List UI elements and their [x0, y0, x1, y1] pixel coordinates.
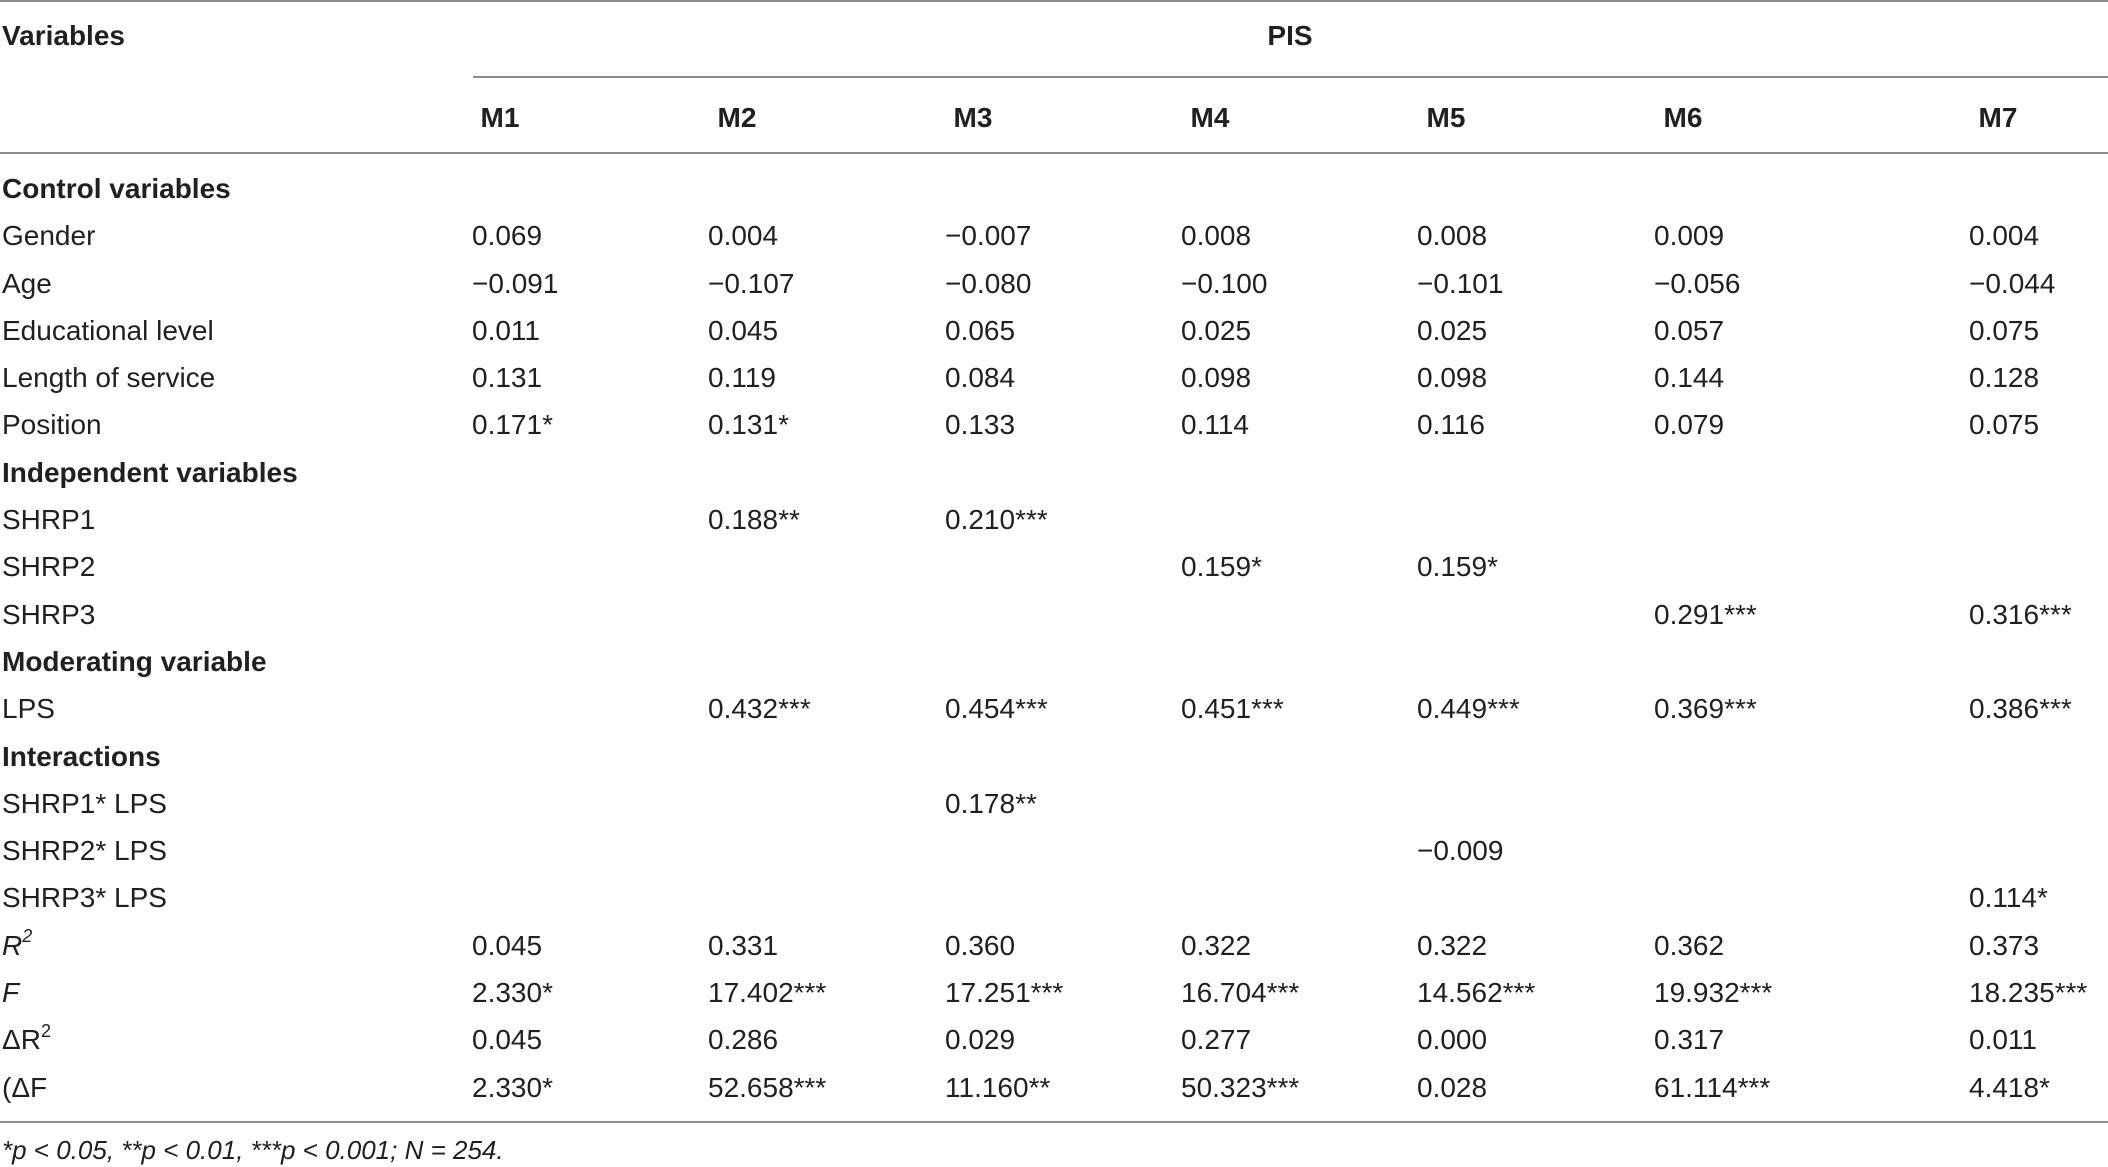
- model-header-m5: M5: [1426, 102, 1466, 133]
- table-top-rule: [0, 0, 2108, 2]
- table-cell-m3: 17.251***: [945, 977, 1064, 1009]
- section-label: Moderating variable: [2, 645, 267, 677]
- row-label: Length of service: [2, 362, 216, 394]
- table-cell-m2: 17.402***: [708, 977, 827, 1009]
- stat-label-main: ΔR: [2, 1024, 41, 1056]
- table-row: [0, 543, 2108, 590]
- table-cell-m2: 0.331: [708, 929, 779, 961]
- model-header-m4: M4: [1190, 102, 1230, 133]
- row-label: SHRP3: [2, 598, 96, 630]
- table-row: [0, 969, 2108, 1016]
- table-row: [0, 874, 2108, 921]
- section-header-row: [0, 638, 2108, 685]
- table-cell-m2: 0.004: [708, 220, 779, 252]
- variables-column-header: Variables: [2, 20, 125, 51]
- table-cell-m5: 14.562***: [1417, 977, 1536, 1009]
- table-cell-m2: −0.107: [708, 267, 795, 299]
- section-label: Interactions: [2, 740, 161, 772]
- table-row: [0, 260, 2108, 307]
- table-cell-m5: 0.028: [1417, 1071, 1488, 1103]
- row-label: SHRP3* LPS: [2, 882, 167, 914]
- table-cell-m6: 0.144: [1654, 362, 1725, 394]
- table-cell-m6: 0.057: [1654, 314, 1725, 346]
- table-cell-m7: 0.075: [1969, 314, 2040, 346]
- table-cell-m7: 4.418*: [1969, 1071, 2050, 1103]
- row-label: [2, 1022, 51, 1058]
- table-cell-m2: 0.188**: [708, 504, 800, 536]
- table-row: [0, 922, 2108, 969]
- table-cell-m5: 0.159*: [1417, 551, 1498, 583]
- table-cell-m4: 50.323***: [1181, 1071, 1300, 1103]
- table-row: [0, 685, 2108, 732]
- table-row: [0, 780, 2108, 827]
- table-row: [0, 307, 2108, 354]
- row-label: SHRP1* LPS: [2, 787, 167, 819]
- row-label: [2, 928, 32, 964]
- table-cell-m7: 0.004: [1969, 220, 2040, 252]
- table-cell-m7: 18.235***: [1969, 977, 2088, 1009]
- table-cell-m4: 0.025: [1181, 314, 1252, 346]
- table-row: [0, 1064, 2108, 1111]
- stat-label-main: R: [2, 929, 23, 961]
- model-header-m2: M2: [717, 102, 757, 133]
- table-cell-m2: 0.119: [708, 362, 776, 394]
- table-cell-m4: 0.322: [1181, 929, 1252, 961]
- section-header-row: [0, 449, 2108, 496]
- table-row: [0, 401, 2108, 448]
- table-cell-m5: −0.101: [1417, 267, 1504, 299]
- pis-group-header: PIS: [1267, 20, 1313, 51]
- table-cell-m5: 0.025: [1417, 314, 1488, 346]
- table-cell-m6: 0.291***: [1654, 598, 1757, 630]
- table-cell-m6: 0.079: [1654, 409, 1725, 441]
- model-header-m6: M6: [1663, 102, 1703, 133]
- table-cell-m4: −0.100: [1181, 267, 1268, 299]
- table-cell-m2: 52.658***: [708, 1071, 827, 1103]
- section-header-row: [0, 733, 2108, 780]
- row-label: [2, 975, 19, 1011]
- table-cell-m2: 0.432***: [708, 693, 811, 725]
- table-cell-m5: 0.000: [1417, 1024, 1488, 1056]
- row-label: Age: [2, 267, 52, 299]
- table-cell-m6: −0.056: [1654, 267, 1741, 299]
- table-cell-m3: 0.178**: [945, 787, 1037, 819]
- row-label: SHRP2: [2, 551, 96, 583]
- table-cell-m1: 0.171*: [472, 409, 553, 441]
- table-footnote: *p < 0.05, **p < 0.01, ***p < 0.001; N = 254.: [2, 1135, 504, 1165]
- table-row: [0, 827, 2108, 874]
- table-cell-m1: 0.045: [472, 1024, 543, 1056]
- model-header-m3: M3: [953, 102, 993, 133]
- table-cell-m5: 0.116: [1417, 409, 1485, 441]
- table-cell-m4: 0.277: [1181, 1024, 1252, 1056]
- row-label: LPS: [2, 693, 55, 725]
- row-label: [2, 1070, 47, 1106]
- table-cell-m3: 11.160**: [945, 1071, 1051, 1103]
- table-cell-m6: 0.369***: [1654, 693, 1757, 725]
- row-label: Gender: [2, 220, 96, 252]
- stat-label-superscript: 2: [22, 926, 33, 947]
- row-label: SHRP2* LPS: [2, 835, 167, 867]
- table-cell-m2: 0.286: [708, 1024, 779, 1056]
- table-cell-m3: 0.029: [945, 1024, 1016, 1056]
- table-cell-m7: −0.044: [1969, 267, 2056, 299]
- table-cell-m1: 2.330*: [472, 977, 553, 1009]
- table-cell-m6: 0.362: [1654, 929, 1725, 961]
- table-cell-m6: 0.009: [1654, 220, 1725, 252]
- row-label: SHRP1: [2, 504, 96, 536]
- table-cell-m3: 0.360: [945, 929, 1016, 961]
- table-body: [0, 165, 2108, 1111]
- table-cell-m1: 0.069: [472, 220, 543, 252]
- table-cell-m3: 0.065: [945, 314, 1016, 346]
- table-cell-m7: 0.373: [1969, 929, 2040, 961]
- table-cell-m4: 0.159*: [1181, 551, 1262, 583]
- section-header-row: [0, 165, 2108, 212]
- table-cell-m3: 0.133: [945, 409, 1016, 441]
- table-cell-m3: −0.007: [945, 220, 1032, 252]
- table-cell-m3: 0.210***: [945, 504, 1048, 536]
- table-cell-m1: 0.011: [472, 314, 540, 346]
- table-cell-m3: 0.454***: [945, 693, 1048, 725]
- table-cell-m4: 0.451***: [1181, 693, 1284, 725]
- table-cell-m5: 0.449***: [1417, 693, 1520, 725]
- table-cell-m7: 0.386***: [1969, 693, 2072, 725]
- stat-label-main: (ΔF: [2, 1071, 48, 1103]
- row-label: Position: [2, 409, 102, 441]
- table-row: [0, 212, 2108, 259]
- table-cell-m5: 0.098: [1417, 362, 1488, 394]
- header-bottom-rule: [0, 152, 2108, 154]
- table-cell-m7: 0.114*: [1969, 882, 2048, 914]
- table-bottom-rule: [0, 1121, 2108, 1123]
- table-cell-m1: 2.330*: [472, 1071, 553, 1103]
- table-cell-m5: 0.322: [1417, 929, 1488, 961]
- table-cell-m7: 0.011: [1969, 1024, 2037, 1056]
- table-cell-m1: 0.131: [472, 362, 543, 394]
- table-cell-m7: 0.128: [1969, 362, 2040, 394]
- pis-group-rule: [473, 76, 2108, 78]
- table-cell-m1: 0.045: [472, 929, 543, 961]
- table-cell-m2: 0.045: [708, 314, 779, 346]
- table-cell-m4: 0.114: [1181, 409, 1249, 441]
- table-cell-m3: 0.084: [945, 362, 1016, 394]
- table-cell-m7: 0.316***: [1969, 598, 2072, 630]
- table-row: [0, 1016, 2108, 1063]
- stat-label-main: F: [2, 977, 20, 1009]
- table-cell-m2: 0.131*: [708, 409, 789, 441]
- table-row: [0, 354, 2108, 401]
- table-cell-m4: 16.704***: [1181, 977, 1300, 1009]
- table-cell-m5: −0.009: [1417, 835, 1504, 867]
- model-header-m1: M1: [480, 102, 520, 133]
- table-cell-m4: 0.098: [1181, 362, 1252, 394]
- table-cell-m3: −0.080: [945, 267, 1032, 299]
- table-cell-m7: 0.075: [1969, 409, 2040, 441]
- table-cell-m1: −0.091: [472, 267, 559, 299]
- table-cell-m6: 0.317: [1654, 1024, 1725, 1056]
- section-label: Control variables: [2, 173, 231, 204]
- table-row: [0, 496, 2108, 543]
- table-row: [0, 591, 2108, 638]
- table-cell-m4: 0.008: [1181, 220, 1252, 252]
- table-cell-m6: 61.114***: [1654, 1071, 1771, 1103]
- row-label: Educational level: [2, 314, 214, 346]
- table-cell-m5: 0.008: [1417, 220, 1488, 252]
- stat-label-superscript: 2: [40, 1021, 51, 1042]
- model-header-m7: M7: [1978, 102, 2018, 133]
- section-label: Independent variables: [2, 456, 298, 488]
- table-cell-m6: 19.932***: [1654, 977, 1773, 1009]
